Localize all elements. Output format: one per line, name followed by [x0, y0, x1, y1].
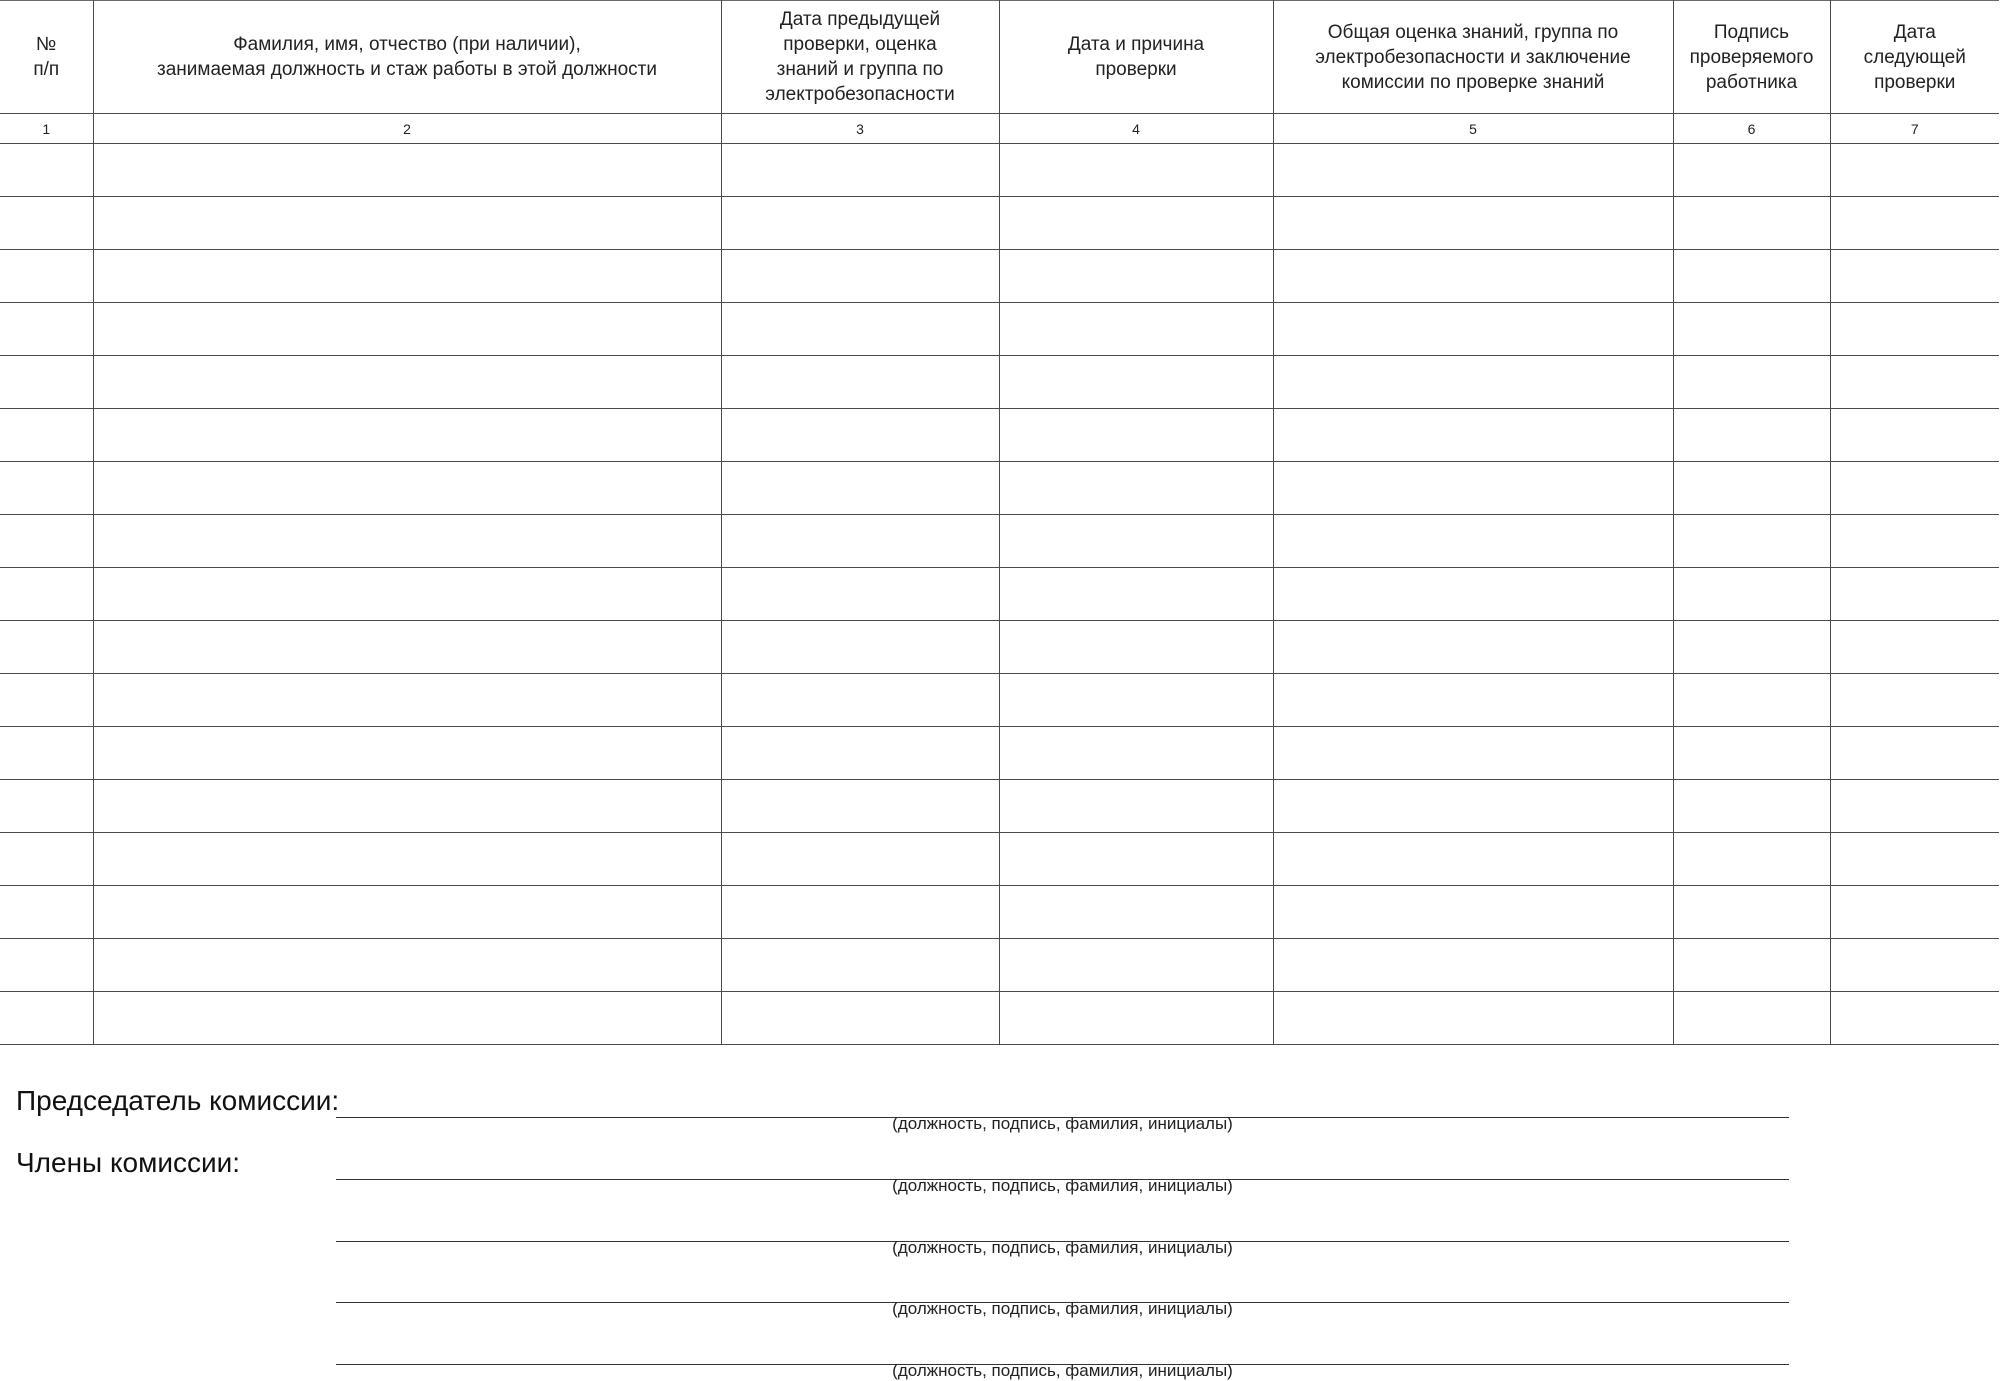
- column-number: 7: [1830, 114, 1999, 144]
- table-cell[interactable]: [721, 621, 999, 674]
- table-cell[interactable]: [999, 462, 1273, 515]
- table-cell[interactable]: [999, 144, 1273, 197]
- table-cell[interactable]: [93, 197, 721, 250]
- table-row: [0, 833, 1999, 886]
- signature-caption: (должность, подпись, фамилия, инициалы): [892, 1114, 1233, 1133]
- table-cell[interactable]: [0, 674, 93, 727]
- table-cell[interactable]: [1273, 939, 1673, 992]
- table-row: [0, 144, 1999, 197]
- table-cell[interactable]: [1830, 886, 1999, 939]
- table-cell[interactable]: [1830, 939, 1999, 992]
- table-cell[interactable]: [93, 833, 721, 886]
- table-cell[interactable]: [1673, 992, 1830, 1045]
- signature-caption: (должность, подпись, фамилия, инициалы): [892, 1299, 1233, 1318]
- table-cell[interactable]: [1830, 197, 1999, 250]
- table-row: [0, 303, 1999, 356]
- table-cell[interactable]: [999, 250, 1273, 303]
- table-cell[interactable]: [93, 674, 721, 727]
- table-cell[interactable]: [1273, 886, 1673, 939]
- table-cell[interactable]: [1830, 727, 1999, 780]
- table-cell[interactable]: [1673, 939, 1830, 992]
- header-cell-number: [0, 1, 93, 114]
- table-cell[interactable]: [0, 409, 93, 462]
- table-cell[interactable]: [93, 303, 721, 356]
- column-number: 5: [1273, 114, 1673, 144]
- table-cell[interactable]: [1273, 621, 1673, 674]
- table-cell[interactable]: [1830, 303, 1999, 356]
- table-cell[interactable]: [1273, 197, 1673, 250]
- table-cell[interactable]: [0, 515, 93, 568]
- table-cell[interactable]: [999, 568, 1273, 621]
- header-cell-check-date-reason: [999, 1, 1273, 114]
- table-cell[interactable]: [1273, 992, 1673, 1045]
- table-row: [0, 197, 1999, 250]
- chairman-label: Председатель комиссии:: [16, 1085, 340, 1116]
- table-cell[interactable]: [721, 886, 999, 939]
- table-cell[interactable]: [93, 992, 721, 1045]
- column-number-row: [0, 114, 1999, 144]
- table-cell[interactable]: [1830, 568, 1999, 621]
- table-cell[interactable]: [1673, 568, 1830, 621]
- table-row: [0, 780, 1999, 833]
- table-cell[interactable]: [1673, 303, 1830, 356]
- table-cell[interactable]: [0, 780, 93, 833]
- table-cell[interactable]: [93, 144, 721, 197]
- members-label: Члены комиссии:: [16, 1147, 241, 1178]
- table-cell[interactable]: [1830, 409, 1999, 462]
- table-cell[interactable]: [721, 303, 999, 356]
- table-cell[interactable]: [999, 356, 1273, 409]
- table-row: [0, 356, 1999, 409]
- table-cell[interactable]: [0, 462, 93, 515]
- table-cell[interactable]: [93, 727, 721, 780]
- header-cell-previous-check: [721, 1, 999, 114]
- table-row: [0, 409, 1999, 462]
- table-cell[interactable]: [721, 462, 999, 515]
- table-cell[interactable]: [1273, 833, 1673, 886]
- table-cell[interactable]: [93, 780, 721, 833]
- table-cell[interactable]: [999, 621, 1273, 674]
- table-cell[interactable]: [93, 621, 721, 674]
- table-cell[interactable]: [999, 939, 1273, 992]
- table-cell[interactable]: [1673, 780, 1830, 833]
- table-cell[interactable]: [1830, 674, 1999, 727]
- column-number: 3: [721, 114, 999, 144]
- table-cell[interactable]: [721, 356, 999, 409]
- column-number: 4: [999, 114, 1273, 144]
- table-cell[interactable]: [1673, 621, 1830, 674]
- header-text: Общая оценка знаний, группа по электробезопасности и заключение комиссии по проверке знаний: [1315, 21, 1631, 93]
- table-row: [0, 462, 1999, 515]
- table-cell[interactable]: [1673, 197, 1830, 250]
- table-cell[interactable]: [1273, 515, 1673, 568]
- table-cell[interactable]: [1673, 250, 1830, 303]
- table-cell[interactable]: [0, 303, 93, 356]
- table-cell[interactable]: [721, 780, 999, 833]
- table-cell[interactable]: [999, 409, 1273, 462]
- table-cell[interactable]: [1830, 462, 1999, 515]
- table-cell[interactable]: [999, 992, 1273, 1045]
- table-cell[interactable]: [1673, 886, 1830, 939]
- header-cell-next-check: [1830, 1, 1999, 114]
- table-row: [0, 568, 1999, 621]
- table-cell[interactable]: [1273, 780, 1673, 833]
- table-cell[interactable]: [1673, 409, 1830, 462]
- table-cell[interactable]: [1673, 356, 1830, 409]
- table-cell[interactable]: [1273, 303, 1673, 356]
- table-cell[interactable]: [999, 515, 1273, 568]
- table-cell[interactable]: [999, 303, 1273, 356]
- table-cell[interactable]: [1830, 250, 1999, 303]
- table-cell[interactable]: [721, 939, 999, 992]
- header-text: № п/п: [33, 34, 60, 80]
- header-cell-full-name: [93, 1, 721, 114]
- table-cell[interactable]: [721, 833, 999, 886]
- table-cell[interactable]: [999, 886, 1273, 939]
- table-cell[interactable]: [999, 674, 1273, 727]
- table-cell[interactable]: [999, 197, 1273, 250]
- table-cell[interactable]: [721, 727, 999, 780]
- table-cell[interactable]: [0, 939, 93, 992]
- table-cell[interactable]: [1673, 674, 1830, 727]
- header-text: Дата предыдущей проверки, оценка знаний и группа по электробезопасности: [765, 9, 955, 105]
- table-row: [0, 992, 1999, 1045]
- table-cell[interactable]: [1273, 727, 1673, 780]
- table-cell[interactable]: [0, 144, 93, 197]
- table-cell[interactable]: [721, 674, 999, 727]
- header-cell-overall-assessment: [1273, 1, 1673, 114]
- table-cell[interactable]: [1830, 992, 1999, 1045]
- table-cell[interactable]: [1273, 674, 1673, 727]
- table-cell[interactable]: [1273, 462, 1673, 515]
- table-cell[interactable]: [0, 833, 93, 886]
- column-number: 1: [0, 114, 93, 144]
- table-cell[interactable]: [1830, 356, 1999, 409]
- signature-caption: (должность, подпись, фамилия, инициалы): [892, 1238, 1233, 1257]
- signature-caption: (должность, подпись, фамилия, инициалы): [892, 1176, 1233, 1195]
- table-cell[interactable]: [1273, 144, 1673, 197]
- table-cell[interactable]: [93, 939, 721, 992]
- table-cell[interactable]: [93, 568, 721, 621]
- header-text: Дата и причина проверки: [1067, 34, 1205, 80]
- table-cell[interactable]: [721, 144, 999, 197]
- table-row: [0, 674, 1999, 727]
- table-cell[interactable]: [0, 250, 93, 303]
- header-text: Фамилия, имя, отчество (при наличии), занимаемая должность и стаж работы в этой должности: [157, 34, 657, 80]
- table-cell[interactable]: [93, 462, 721, 515]
- table-cell[interactable]: [1673, 462, 1830, 515]
- table-cell[interactable]: [721, 197, 999, 250]
- table-cell[interactable]: [1273, 409, 1673, 462]
- table-cell[interactable]: [1673, 727, 1830, 780]
- table-cell[interactable]: [1830, 621, 1999, 674]
- table-cell[interactable]: [0, 197, 93, 250]
- table-cell[interactable]: [1830, 515, 1999, 568]
- table-cell[interactable]: [93, 409, 721, 462]
- table-cell[interactable]: [0, 992, 93, 1045]
- table-cell[interactable]: [721, 250, 999, 303]
- table-cell[interactable]: [721, 568, 999, 621]
- table-cell[interactable]: [93, 250, 721, 303]
- table-cell[interactable]: [0, 568, 93, 621]
- table-cell[interactable]: [0, 356, 93, 409]
- table-row: [0, 621, 1999, 674]
- table-row: [0, 727, 1999, 780]
- table-cell[interactable]: [93, 515, 721, 568]
- table-row: [0, 886, 1999, 939]
- table-body: [0, 144, 1999, 1045]
- table-row: [0, 515, 1999, 568]
- commission-signatures: [0, 1055, 2000, 1380]
- table-cell[interactable]: [999, 833, 1273, 886]
- signature-caption: (должность, подпись, фамилия, инициалы): [892, 1361, 1233, 1380]
- column-number: 6: [1673, 114, 1830, 144]
- table-cell[interactable]: [0, 727, 93, 780]
- table-cell[interactable]: [1273, 356, 1673, 409]
- column-number: 2: [93, 114, 721, 144]
- header-cell-signature: [1673, 1, 1830, 114]
- table-cell[interactable]: [721, 992, 999, 1045]
- table-row: [0, 250, 1999, 303]
- header-text: Дата следующей проверки: [1863, 21, 1966, 93]
- table-cell[interactable]: [1273, 250, 1673, 303]
- table-cell[interactable]: [721, 515, 999, 568]
- table-cell[interactable]: [0, 886, 93, 939]
- table-cell[interactable]: [93, 356, 721, 409]
- table-cell[interactable]: [1673, 515, 1830, 568]
- table-cell[interactable]: [1673, 833, 1830, 886]
- table-cell[interactable]: [93, 886, 721, 939]
- table-cell[interactable]: [0, 621, 93, 674]
- header-row: [0, 1, 1999, 114]
- table-cell[interactable]: [1830, 833, 1999, 886]
- table-cell[interactable]: [1273, 568, 1673, 621]
- table-cell[interactable]: [1830, 780, 1999, 833]
- table-cell[interactable]: [721, 409, 999, 462]
- table-cell[interactable]: [1673, 144, 1830, 197]
- header-text: Подпись проверяемого работника: [1689, 21, 1814, 93]
- table-cell[interactable]: [1830, 144, 1999, 197]
- table-cell[interactable]: [999, 727, 1273, 780]
- table-cell[interactable]: [999, 780, 1273, 833]
- table-row: [0, 939, 1999, 992]
